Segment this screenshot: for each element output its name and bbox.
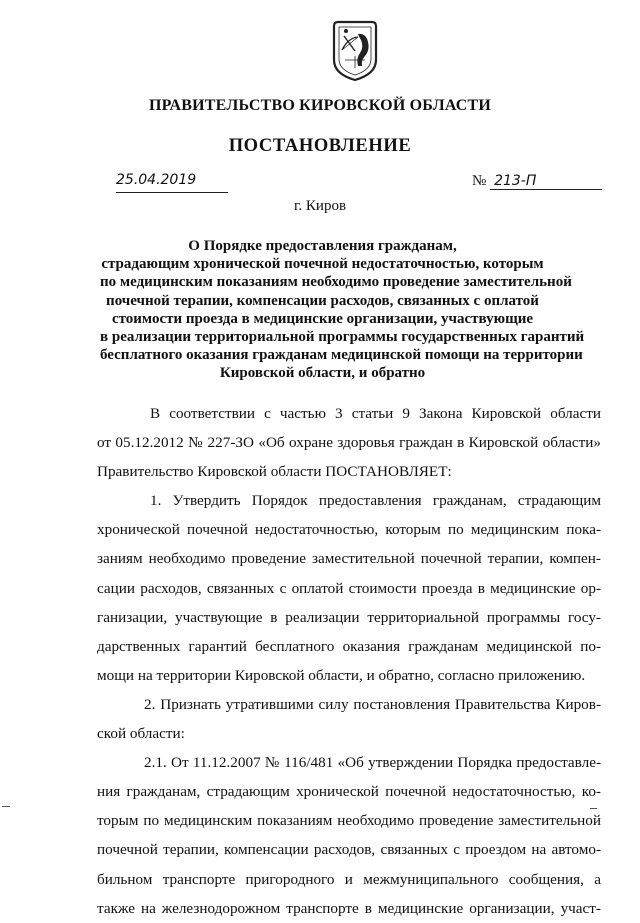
title-line: страдающим хронической почечной недостаточностью, которым <box>101 256 544 273</box>
coat-of-arms-emblem <box>331 20 379 82</box>
title-line: бесплатного оказания гражданам медицинской помощи на территории <box>100 347 583 364</box>
body-line: сации расходов, связанных с оплатой стоимости проезда в медицинские ор- <box>97 579 601 597</box>
body-line: ской области: <box>97 725 185 743</box>
scan-mark <box>590 808 597 809</box>
body-line: почечной терапии, компенсации расходов, связанных с проездом на автомо- <box>97 841 601 859</box>
city-name: г. Киров <box>293 198 347 214</box>
body-line: мощи на территории Кировской области, и обратно, согласно приложению. <box>97 666 586 684</box>
title-line: стоимости проезда в медицинские организации, участвующие <box>111 310 534 327</box>
body-line: Правительство Кировской области ПОСТАНОВЛЯЕТ: <box>97 463 452 481</box>
title-line: Кировской области, и обратно <box>219 365 426 382</box>
body-line: 2.1. От 11.12.2007 № 116/481 «Об утверждении Порядка предоставле- <box>144 754 601 772</box>
organization-name: ПРАВИТЕЛЬСТВО КИРОВСКОЙ ОБЛАСТИ <box>148 97 492 114</box>
body-line: дарственных гарантий бесплатного оказания гражданам медицинской по- <box>97 637 601 655</box>
title-line: О Порядке предоставления гражданам, <box>188 238 457 254</box>
document-type: ПОСТАНОВЛЕНИЕ <box>228 136 412 156</box>
body-line: также на железнодорожном транспорте в медицинские организации, участ- <box>97 899 601 917</box>
number-sign: № <box>472 173 487 189</box>
body-line: 1. Утвердить Порядок предоставления гражданам, страдающим <box>150 492 601 510</box>
document-title <box>100 237 585 383</box>
body-line: ния гражданам, страдающим хронической почечной недостаточностью, ко- <box>97 783 601 801</box>
scan-mark <box>2 806 10 807</box>
body-line: ганизации, участвующие в реализации территориальной программы госу- <box>97 608 601 626</box>
body-line: торым по медицинским показаниям необходимо проведение заместительной <box>97 812 601 830</box>
title-line: по медицинским показаниям необходимо проведение заместительной <box>100 274 572 291</box>
title-line: почечной терапии, компенсации расходов, связанных с оплатой <box>106 292 539 309</box>
body-line: заниям необходимо проведение заместительной почечной терапии, компен- <box>97 550 601 568</box>
document-date: 25.04.2019 <box>116 172 228 193</box>
body-line: 2. Признать утратившими силу постановления Правительства Киров- <box>144 695 601 713</box>
body-line: от 05.12.2012 № 227-ЗО «Об охране здоровья граждан в Кировской области» <box>97 434 601 452</box>
document-number: 213-П <box>490 173 602 190</box>
document-number-block <box>472 173 602 190</box>
document-body <box>97 399 601 923</box>
body-line: В соответствии с частью 3 статьи 9 Закона Кировской области <box>150 405 601 422</box>
title-line: в реализации территориальной программы государственных гарантий <box>100 329 585 346</box>
body-line: хронической почечной недостаточностью, которым по медицинским пока- <box>97 521 601 539</box>
body-line: бильном транспорте пригородного и межмуниципального сообщения, а <box>97 870 601 888</box>
